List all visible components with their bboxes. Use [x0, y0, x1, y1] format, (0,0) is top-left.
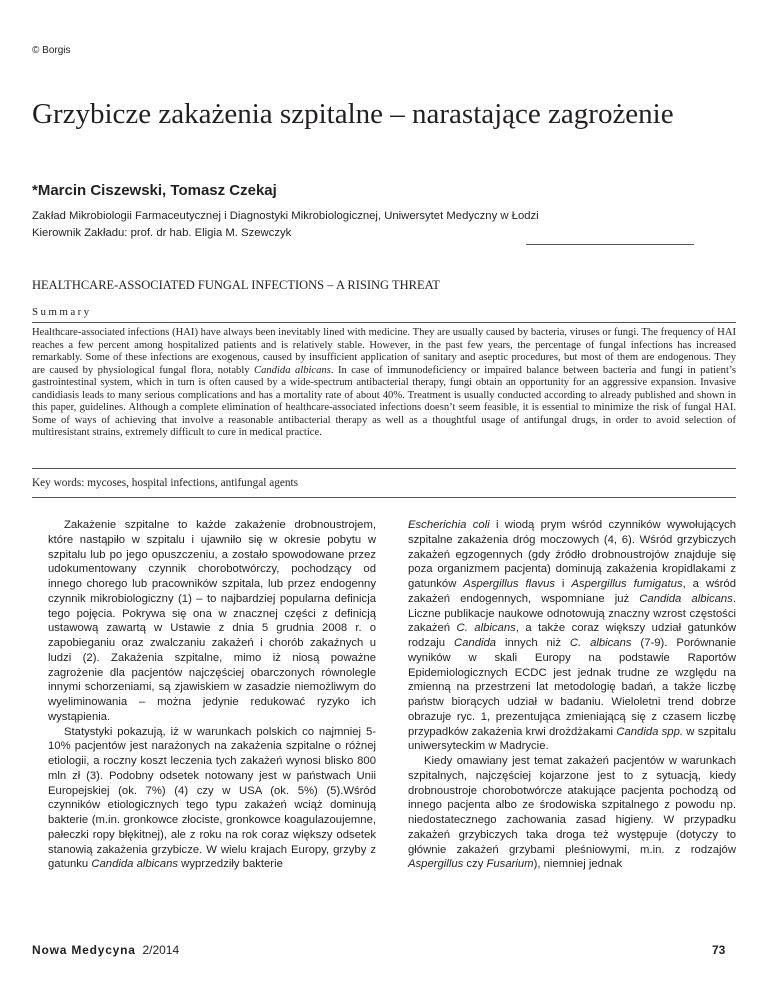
abstract-text: . In case of immunodeficiency or impaired balance between bacteria and fungi in patient’s gastrointestinal system, which in turn is often caused by a wide-spectrum antibacterial therapy, fungi obtain an opportunity for an aggressive expansion. Invasive candidiasis leads to many serious complications and has a mortality rate of about 40%. Treatment is usually conducted according to already published and shown in this paper, guidelines. Although a complete elimination of healthcare-associated infections doesn’t seem feasible, it is essential to minimize the risk of fungal HAI. Some of ways of achieving that involve a reasonable antibacterial therapy as well as a thoughtful usage of antifungal drugs, in order to avoid selection of multiresistant strains, extremely difficult to cure in medical practice.: [32, 364, 736, 438]
paragraph: [408, 754, 736, 872]
italic-term: Candida: [453, 637, 497, 649]
keywords-bottom-divider: [32, 497, 736, 498]
italic-term: Aspergillus: [408, 858, 464, 871]
authors: *Marcin Ciszewski, Tomasz Czekaj: [32, 182, 277, 199]
paragraph-text: i: [555, 578, 572, 590]
paragraph-text: ), niemniej jednak: [533, 858, 623, 871]
italic-term: Candida albicans: [639, 592, 733, 605]
paragraph-text: w szpitalu uniwersyteckim w Madrycie.: [408, 725, 736, 753]
abstract: [32, 327, 736, 440]
paragraph: Zakażenie szpitalne to każde zakażenie drobnoustrojem, które nastąpiło w szpitalu i ujawniło się w okresie pobytu w szpitalu lub po jego opuszczeniu, a zostało spowodowane przez udokumentowany czynnik chorobotwórczy, pochodzący od innego chorego lub pracowników szpitala, lub przez endogenny czynnik mikrobiologiczny (1) – to najbardziej popularna definicja tego pojęcia. Pokrywa się ona w znacznej części z definicją ustawową zawartą w Ustawie z dnia 5 grudnia 2008 r. o zapobieganiu oraz zwalczaniu zakażeń i chorób zakaźnych u ludzi (2). Zakażenia szpitalne, mimo iż niosą poważne zagrożenie dla pacjentów najczęściej obarczonych równolegle innymi schorzeniami, są zjawiskiem w zasadzie niemożliwym do wyeliminowania – można jedynie redukować ryzyko ich wystąpienia.: [48, 519, 376, 723]
affiliation-line-2: Kierownik Zakładu: prof. dr hab. Eligia M. Szewczyk: [32, 227, 292, 239]
paragraph-text: . Liczne publikacje naukowe odnotowują znaczny wzrost częstości zakażeń: [408, 592, 736, 635]
italic-term: C. albicans: [456, 622, 516, 635]
article-title: Grzybicze zakażenia szpitalne – narastające zagrożenie: [32, 98, 674, 130]
paragraph-text: wyprzedziły bakterie: [178, 858, 283, 871]
keywords: Key words: mycoses, hospital infections, antifungal agents: [32, 477, 299, 489]
italic-term: Escherichia coli: [408, 519, 490, 531]
copyright-notice: © Borgis: [32, 45, 71, 56]
page-number: 73: [712, 943, 726, 957]
paragraph: [408, 518, 736, 754]
affiliation-divider: [526, 244, 694, 245]
paragraph-text: , a także coraz większy udział gatunków rodzaju: [408, 622, 736, 649]
italic-term: Candida spp.: [616, 725, 684, 738]
summary-top-divider: [32, 322, 736, 323]
abstract-text: Healthcare-associated infections (HAI) have always been inevitably lined with medicine. They are usually caused by bacteria, viruses or fungi. The frequency of HAI reaches a few percent among hospitalized patients and is relatively stable. However, in the past few years, the percentage of fungal infections has increased remarkably. Some of these infections are exogenous, caused by insufficient application of sanitary and aseptic procedures, but most of them are endogenous. They are caused by physiological fungal flora, notably: [32, 327, 736, 376]
english-title: HEALTHCARE-ASSOCIATED FUNGAL INFECTIONS – A RISING THREAT: [32, 278, 440, 292]
summary-heading: Summary: [32, 306, 92, 318]
paragraph-text: Statystyki pokazują, iż w warunkach polskich co najmniej 5-10% pacjentów jest narażonych na zakażenia szpitalne o różnej etiologii, a roczny koszt leczenia tych zakażeń wynosi blisko 800 mln zł (3). Podobny odsetek notowany jest w państwach Unii Europejskiej (ok. 7%) (4) czy w USA (ok. 5%) (5).Wśród czynników etiologicznych tego typu zakażeń wciąż dominują bakterie (m.in. gronkowce złociste, gronkowce koagulazoujemne, pałeczki ropy błękitnej), ale z roku na rok coraz większy odsetek stanowią zakażenia grzybicze. W wielu krajach Europy, grzyby z gatunku: [48, 725, 376, 871]
paragraph-text: (7-9). Porównanie wyników w skali Europy na podstawie Raportów Epidemiologicznych ECDC jest jednak trudne ze względu na zmienną na przestrzeni lat metodologię badań, a także liczbę państw biorących udział w badaniu. Wieloletni trend dobrze obrazuje ryc. 1, prezentująca zmieniającą się z czasem liczbę przypadków zakażenia krwi drożdżakami: [408, 637, 736, 738]
italic-term: Aspergillus fumigatus: [571, 578, 683, 590]
abstract-italic: Candida albicans: [254, 364, 331, 376]
italic-term: Aspergillus flavus: [463, 578, 555, 590]
paragraph-text: czy: [463, 858, 487, 871]
italic-term: Fusarium: [486, 858, 534, 871]
italic-term: C. albicans: [569, 637, 632, 649]
journal-name: Nowa Medycyna: [32, 943, 136, 957]
italic-term: Candida albicans: [91, 858, 179, 871]
affiliation: [32, 208, 539, 242]
paragraph: [48, 725, 376, 873]
paragraph-text: i wiodą prym wśród czynników wywołujących szpitalne zakażenia dróg moczowych (4, 6). Wśród grzybiczych zakażeń egzogennych (gdy źródło drobnoustrojów znajduje się poza organizmem pacjenta) dominują zakażenia kropidlakami z gatunków: [408, 519, 736, 590]
body-column-left: [48, 518, 376, 872]
keywords-top-divider: [32, 468, 736, 469]
paragraph-text: Kiedy omawiany jest temat zakażeń pacjentów w warunkach szpitalnych, najczęściej kojarzone jest to z sytuacją, kiedy drobnoustroje chorobotwórcze atakujące pacjenta pochodzą od innego pacjenta albo ze środowiska szpitalnego z powodu np. niedostatecznego zachowania zasad higieny. W przypadku zakażeń grzybiczych taka droga też występuje (dotyczy to głównie zakażeń grzybami pleśniowymi, m.in. z rodzajów: [408, 755, 736, 856]
paragraph-text: innych niż: [496, 637, 570, 649]
journal-issue: 2/2014: [142, 943, 180, 957]
footer-journal: [32, 943, 179, 957]
paragraph-text: , a wśród zakażeń endogennych, wspomniane już: [408, 578, 736, 605]
affiliation-line-1: Zakład Mikrobiologii Farmaceutycznej i Diagnostyki Mikrobiologicznej, Uniwersytet Medyczny w Łodzi: [32, 210, 539, 222]
body-column-right: [408, 518, 736, 872]
